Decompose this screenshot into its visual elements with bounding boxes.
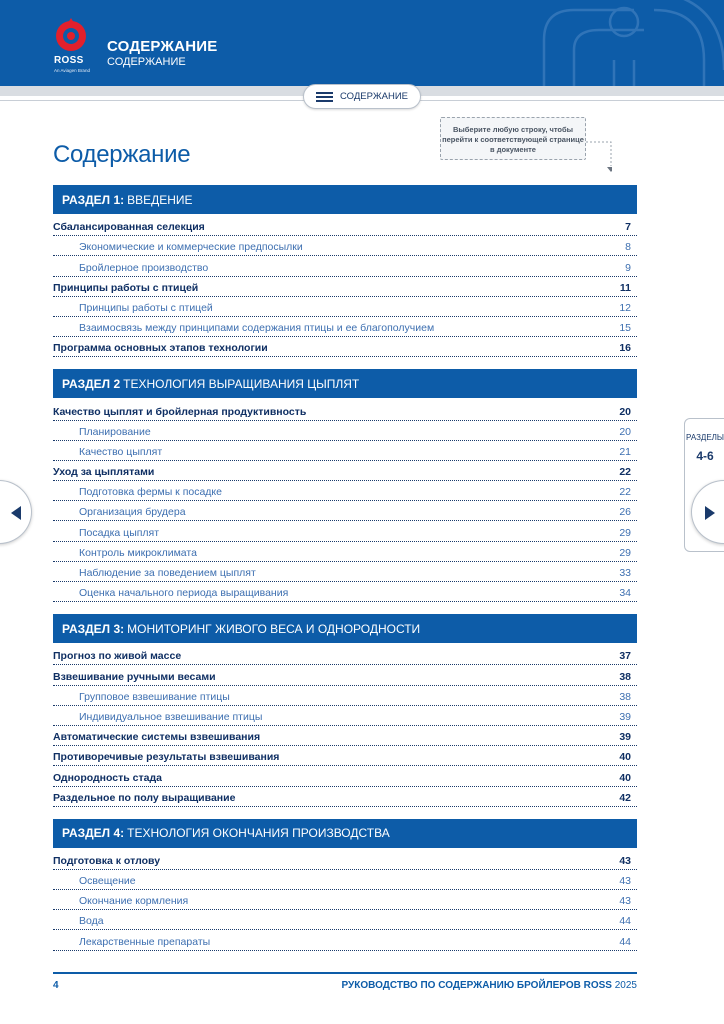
toc-entry[interactable] [53, 665, 637, 685]
footer-year: 2025 [614, 980, 637, 991]
toc-entry-page: 16 [619, 342, 631, 355]
section-header[interactable] [53, 819, 637, 848]
toc-entry-page: 43 [619, 895, 631, 908]
footer-divider [53, 972, 637, 974]
toc-entry-title: Посадка цыплят [79, 526, 160, 539]
section-title: ТЕХНОЛОГИЯ ВЫРАЩИВАНИЯ ЦЫПЛЯТ [123, 376, 360, 391]
toc-subentry[interactable] [53, 297, 637, 317]
toc-entry-title: Программа основных этапов технологии [53, 342, 268, 355]
toc-entry-title: Подготовка к отлову [53, 854, 161, 867]
section-title: МОНИТОРИНГ ЖИВОГО ВЕСА И ОДНОРОДНОСТИ [127, 621, 421, 636]
toc-entry-title: Бройлерное производство [79, 261, 209, 274]
toc-subentry[interactable] [53, 890, 637, 910]
logo-text: ROSS [54, 55, 84, 66]
section-header[interactable] [53, 369, 637, 398]
toc-subentry[interactable] [53, 317, 637, 337]
toc-entry-page: 7 [625, 221, 631, 234]
toc-entry-title: Окончание кормления [79, 895, 189, 908]
toc-entry-title: Организация брудера [79, 506, 186, 519]
toc-subentry[interactable] [53, 706, 637, 726]
toc-entry-page: 44 [619, 935, 631, 948]
toc-entry[interactable] [53, 400, 637, 420]
toc-entry[interactable] [53, 337, 637, 357]
toc-subentry[interactable] [53, 930, 637, 950]
toc-subentry[interactable] [53, 521, 637, 541]
toc-subentry[interactable] [53, 236, 637, 256]
toc-section [53, 614, 637, 807]
toc-entry-title: Взаимосвязь между принципами содержания птицы и ее благополучием [79, 322, 435, 335]
page-header [0, 0, 724, 86]
toc-entry-page: 38 [619, 690, 631, 703]
toc-entry-page: 29 [619, 526, 631, 539]
arrow-right-icon [703, 505, 717, 521]
toc-entry-title: Качество цыплят и бройлерная продуктивность [53, 405, 307, 418]
toc-entry[interactable] [53, 645, 637, 665]
toc-entry-page: 43 [619, 854, 631, 867]
toc-entry-title: Раздельное по полу выращивание [53, 791, 236, 804]
footer-page-number: 4 [53, 980, 59, 991]
section-title: ВВЕДЕНИЕ [127, 192, 193, 207]
section-header[interactable] [53, 185, 637, 214]
footer-title-text: РУКОВОДСТВО ПО СОДЕРЖАНИЮ БРОЙЛЕРОВ ROSS [341, 980, 612, 991]
toc-entry-page: 34 [619, 587, 631, 600]
toc-subentry[interactable] [53, 582, 637, 602]
toc-entry-page: 40 [619, 751, 631, 764]
toc-subentry[interactable] [53, 686, 637, 706]
toc-entry-title: Вода [79, 915, 104, 928]
section-header[interactable] [53, 614, 637, 643]
toc-entry-title: Качество цыплят [79, 445, 163, 458]
toc-entry-title: Однородность стада [53, 771, 162, 784]
toc-entry[interactable] [53, 850, 637, 870]
header-subtitle: СОДЕРЖАНИЕ [107, 56, 186, 68]
toc-entry-title: Контроль микроклимата [79, 546, 197, 559]
toc-entry-title: Автоматические системы взвешивания [53, 731, 261, 744]
toc-entry[interactable] [53, 746, 637, 766]
previous-page-button[interactable] [0, 480, 32, 544]
toc-entry-page: 42 [619, 791, 631, 804]
toc-entry-page: 37 [619, 650, 631, 663]
toc-entry[interactable] [53, 766, 637, 786]
table-of-contents [53, 185, 637, 963]
toc-entry-title: Противоречивые результаты взвешивания [53, 751, 280, 764]
toc-entry-title: Уход за цыплятами [53, 466, 155, 479]
toc-subentry[interactable] [53, 542, 637, 562]
toc-entry-page: 21 [619, 445, 631, 458]
toc-section [53, 369, 637, 602]
toc-entry[interactable] [53, 216, 637, 236]
toc-entry[interactable] [53, 461, 637, 481]
toc-subentry[interactable] [53, 481, 637, 501]
section-title: ТЕХНОЛОГИЯ ОКОНЧАНИЯ ПРОИЗВОДСТВА [127, 826, 390, 841]
toc-entry-page: 39 [619, 731, 631, 744]
sections-tab-label: РАЗДЕЛЫ [686, 433, 724, 442]
section-number: РАЗДЕЛ 4: [62, 826, 125, 841]
toc-entry-title: Взвешивание ручными весами [53, 670, 216, 683]
toc-entry-page: 8 [625, 241, 631, 254]
toc-entry-page: 20 [619, 425, 631, 438]
toc-entry-title: Прогноз по живой массе [53, 650, 182, 663]
toc-entry-title: Экономические и коммерческие предпосылки [79, 241, 303, 254]
header-title: СОДЕРЖАНИЕ [107, 38, 218, 55]
section-number: РАЗДЕЛ 3: [62, 621, 125, 636]
toc-entry-page: 22 [619, 466, 631, 479]
toc-entry-page: 22 [619, 486, 631, 499]
tip-arrow-icon [586, 138, 612, 174]
toc-entry-page: 29 [619, 546, 631, 559]
toc-entry-title: Наблюдение за поведением цыплят [79, 567, 256, 579]
arrow-left-icon [9, 505, 23, 521]
toc-subentry[interactable] [53, 562, 637, 582]
toc-subentry[interactable] [53, 870, 637, 890]
toc-entry[interactable] [53, 726, 637, 746]
toc-section [53, 185, 637, 357]
toc-entry-page: 33 [619, 567, 631, 579]
section-number: РАЗДЕЛ 1: [62, 192, 125, 207]
toc-entry-title: Принципы работы с птицей [53, 281, 199, 294]
toc-entry-page: 44 [619, 915, 631, 928]
toc-subentry[interactable] [53, 256, 637, 276]
toc-entry-title: Принципы работы с птицей [79, 301, 213, 314]
toc-entry-page: 11 [619, 281, 631, 294]
sections-tab-range: 4-6 [696, 449, 714, 463]
toc-entry[interactable] [53, 787, 637, 807]
toc-subentry[interactable] [53, 501, 637, 521]
toc-entry-title: Лекарственные препараты [79, 935, 211, 948]
toc-entry-title: Сбалансированная селекция [53, 221, 205, 234]
toc-section [53, 819, 637, 951]
toc-subentry[interactable] [53, 441, 637, 461]
toc-entry-page: 39 [619, 710, 631, 723]
navigation-tip: Выберите любую строку, чтобы перейти к соответствующей странице в документе [440, 117, 586, 160]
footer-title [341, 980, 637, 991]
logo-subtext: An Aviagen Brand [54, 68, 90, 73]
section-number: РАЗДЕЛ 2 [62, 376, 121, 391]
toc-subentry[interactable] [53, 910, 637, 930]
header-decoration [514, 0, 724, 86]
toc-entry-page: 43 [619, 875, 631, 888]
toc-entry-page: 38 [619, 670, 631, 683]
toc-entry-title: Оценка начального периода выращивания [79, 587, 289, 600]
contents-menu-label: СОДЕРЖАНИЕ [340, 91, 408, 102]
toc-entry-page: 15 [619, 322, 631, 335]
toc-entry-page: 40 [619, 771, 631, 784]
toc-entry-title: Групповое взвешивание птицы [79, 690, 230, 703]
toc-entry-title: Планирование [79, 425, 151, 438]
toc-entry-title: Индивидуальное взвешивание птицы [79, 710, 263, 723]
toc-entry-page: 26 [619, 506, 631, 519]
toc-entry[interactable] [53, 277, 637, 297]
toc-entry-page: 9 [625, 261, 631, 274]
toc-entry-title: Подготовка фермы к посадке [79, 486, 222, 499]
toc-entry-title: Освещение [79, 875, 136, 888]
toc-entry-page: 20 [619, 405, 631, 418]
contents-menu-button[interactable] [303, 84, 421, 109]
toc-subentry[interactable] [53, 421, 637, 441]
hamburger-icon [316, 92, 333, 102]
page-title: Содержание [53, 141, 191, 168]
toc-entry-page: 12 [619, 301, 631, 314]
